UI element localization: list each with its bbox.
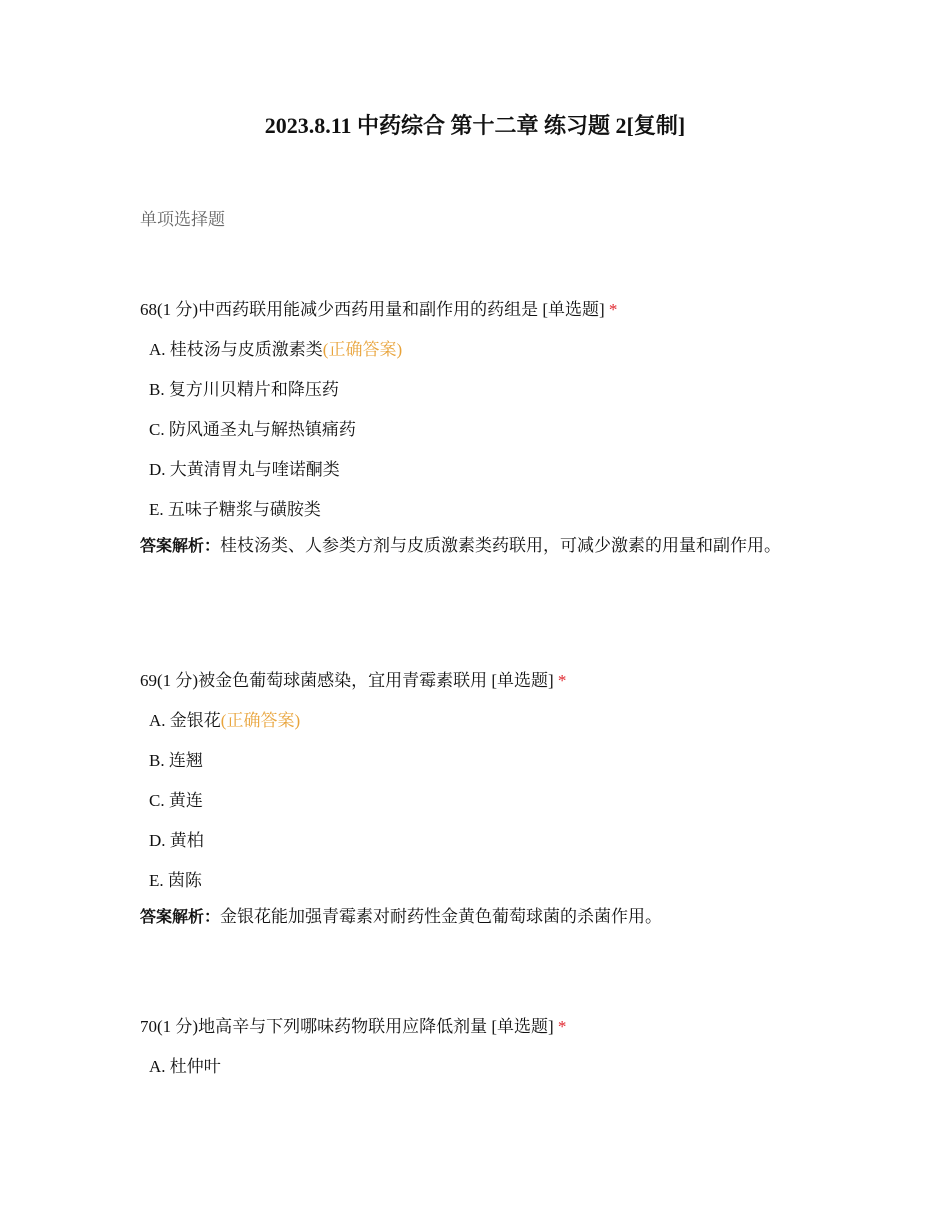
correct-answer-tag: (正确答案)	[322, 340, 403, 359]
answer-analysis	[140, 904, 820, 929]
option-text: C. 防风通圣丸与解热镇痛药	[149, 420, 356, 439]
option-b	[140, 747, 820, 787]
option-e	[140, 496, 820, 536]
option-text: B. 连翘	[149, 751, 203, 770]
answer-analysis	[140, 533, 820, 558]
analysis-text: 金银花能加强青霉素对耐药性金黄色葡萄球菌的杀菌作用。	[220, 907, 663, 926]
option-list	[140, 336, 820, 536]
question-stem	[140, 667, 820, 695]
analysis-label: 答案解析：	[140, 536, 221, 555]
option-list	[140, 707, 820, 907]
option-text: E. 茵陈	[149, 871, 202, 890]
question-68	[140, 296, 820, 558]
option-list	[140, 1053, 820, 1093]
option-c	[140, 787, 820, 827]
question-stem-text: 69(1 分)被金色葡萄球菌感染，宜用青霉素联用 [单选题]	[140, 671, 558, 690]
required-mark: *	[557, 1017, 567, 1036]
option-text: D. 大黄清胃丸与喹诺酮类	[149, 460, 340, 479]
option-text: B. 复方川贝精片和降压药	[149, 380, 339, 399]
question-stem	[140, 1013, 820, 1041]
option-a	[140, 336, 820, 376]
section-label: 单项选择题	[140, 210, 225, 230]
question-70	[140, 1013, 820, 1093]
option-c	[140, 416, 820, 456]
question-stem	[140, 296, 820, 324]
option-text: D. 黄柏	[149, 831, 204, 850]
correct-answer-tag: (正确答案)	[220, 711, 301, 730]
required-mark: *	[608, 300, 618, 319]
option-text: A. 金银花	[149, 711, 221, 730]
option-a	[140, 707, 820, 747]
page-title: 2023.8.11 中药综合 第十二章 练习题 2[复制]	[264, 113, 686, 138]
option-d	[140, 456, 820, 496]
option-d	[140, 827, 820, 867]
option-a	[140, 1053, 820, 1093]
option-text: A. 杜仲叶	[149, 1057, 221, 1076]
option-text: C. 黄连	[149, 791, 203, 810]
option-b	[140, 376, 820, 416]
option-text: A. 桂枝汤与皮质激素类	[149, 340, 323, 359]
required-mark: *	[557, 671, 567, 690]
question-stem-text: 68(1 分)中西药联用能减少西药用量和副作用的药组是 [单选题]	[140, 300, 609, 319]
question-69	[140, 667, 820, 929]
option-e	[140, 867, 820, 907]
option-text: E. 五味子糖浆与磺胺类	[149, 500, 321, 519]
analysis-label: 答案解析：	[140, 907, 221, 926]
analysis-text: 桂枝汤类、人参类方剂与皮质激素类药联用，可减少激素的用量和副作用。	[220, 536, 782, 555]
question-stem-text: 70(1 分)地高辛与下列哪味药物联用应降低剂量 [单选题]	[140, 1017, 558, 1036]
